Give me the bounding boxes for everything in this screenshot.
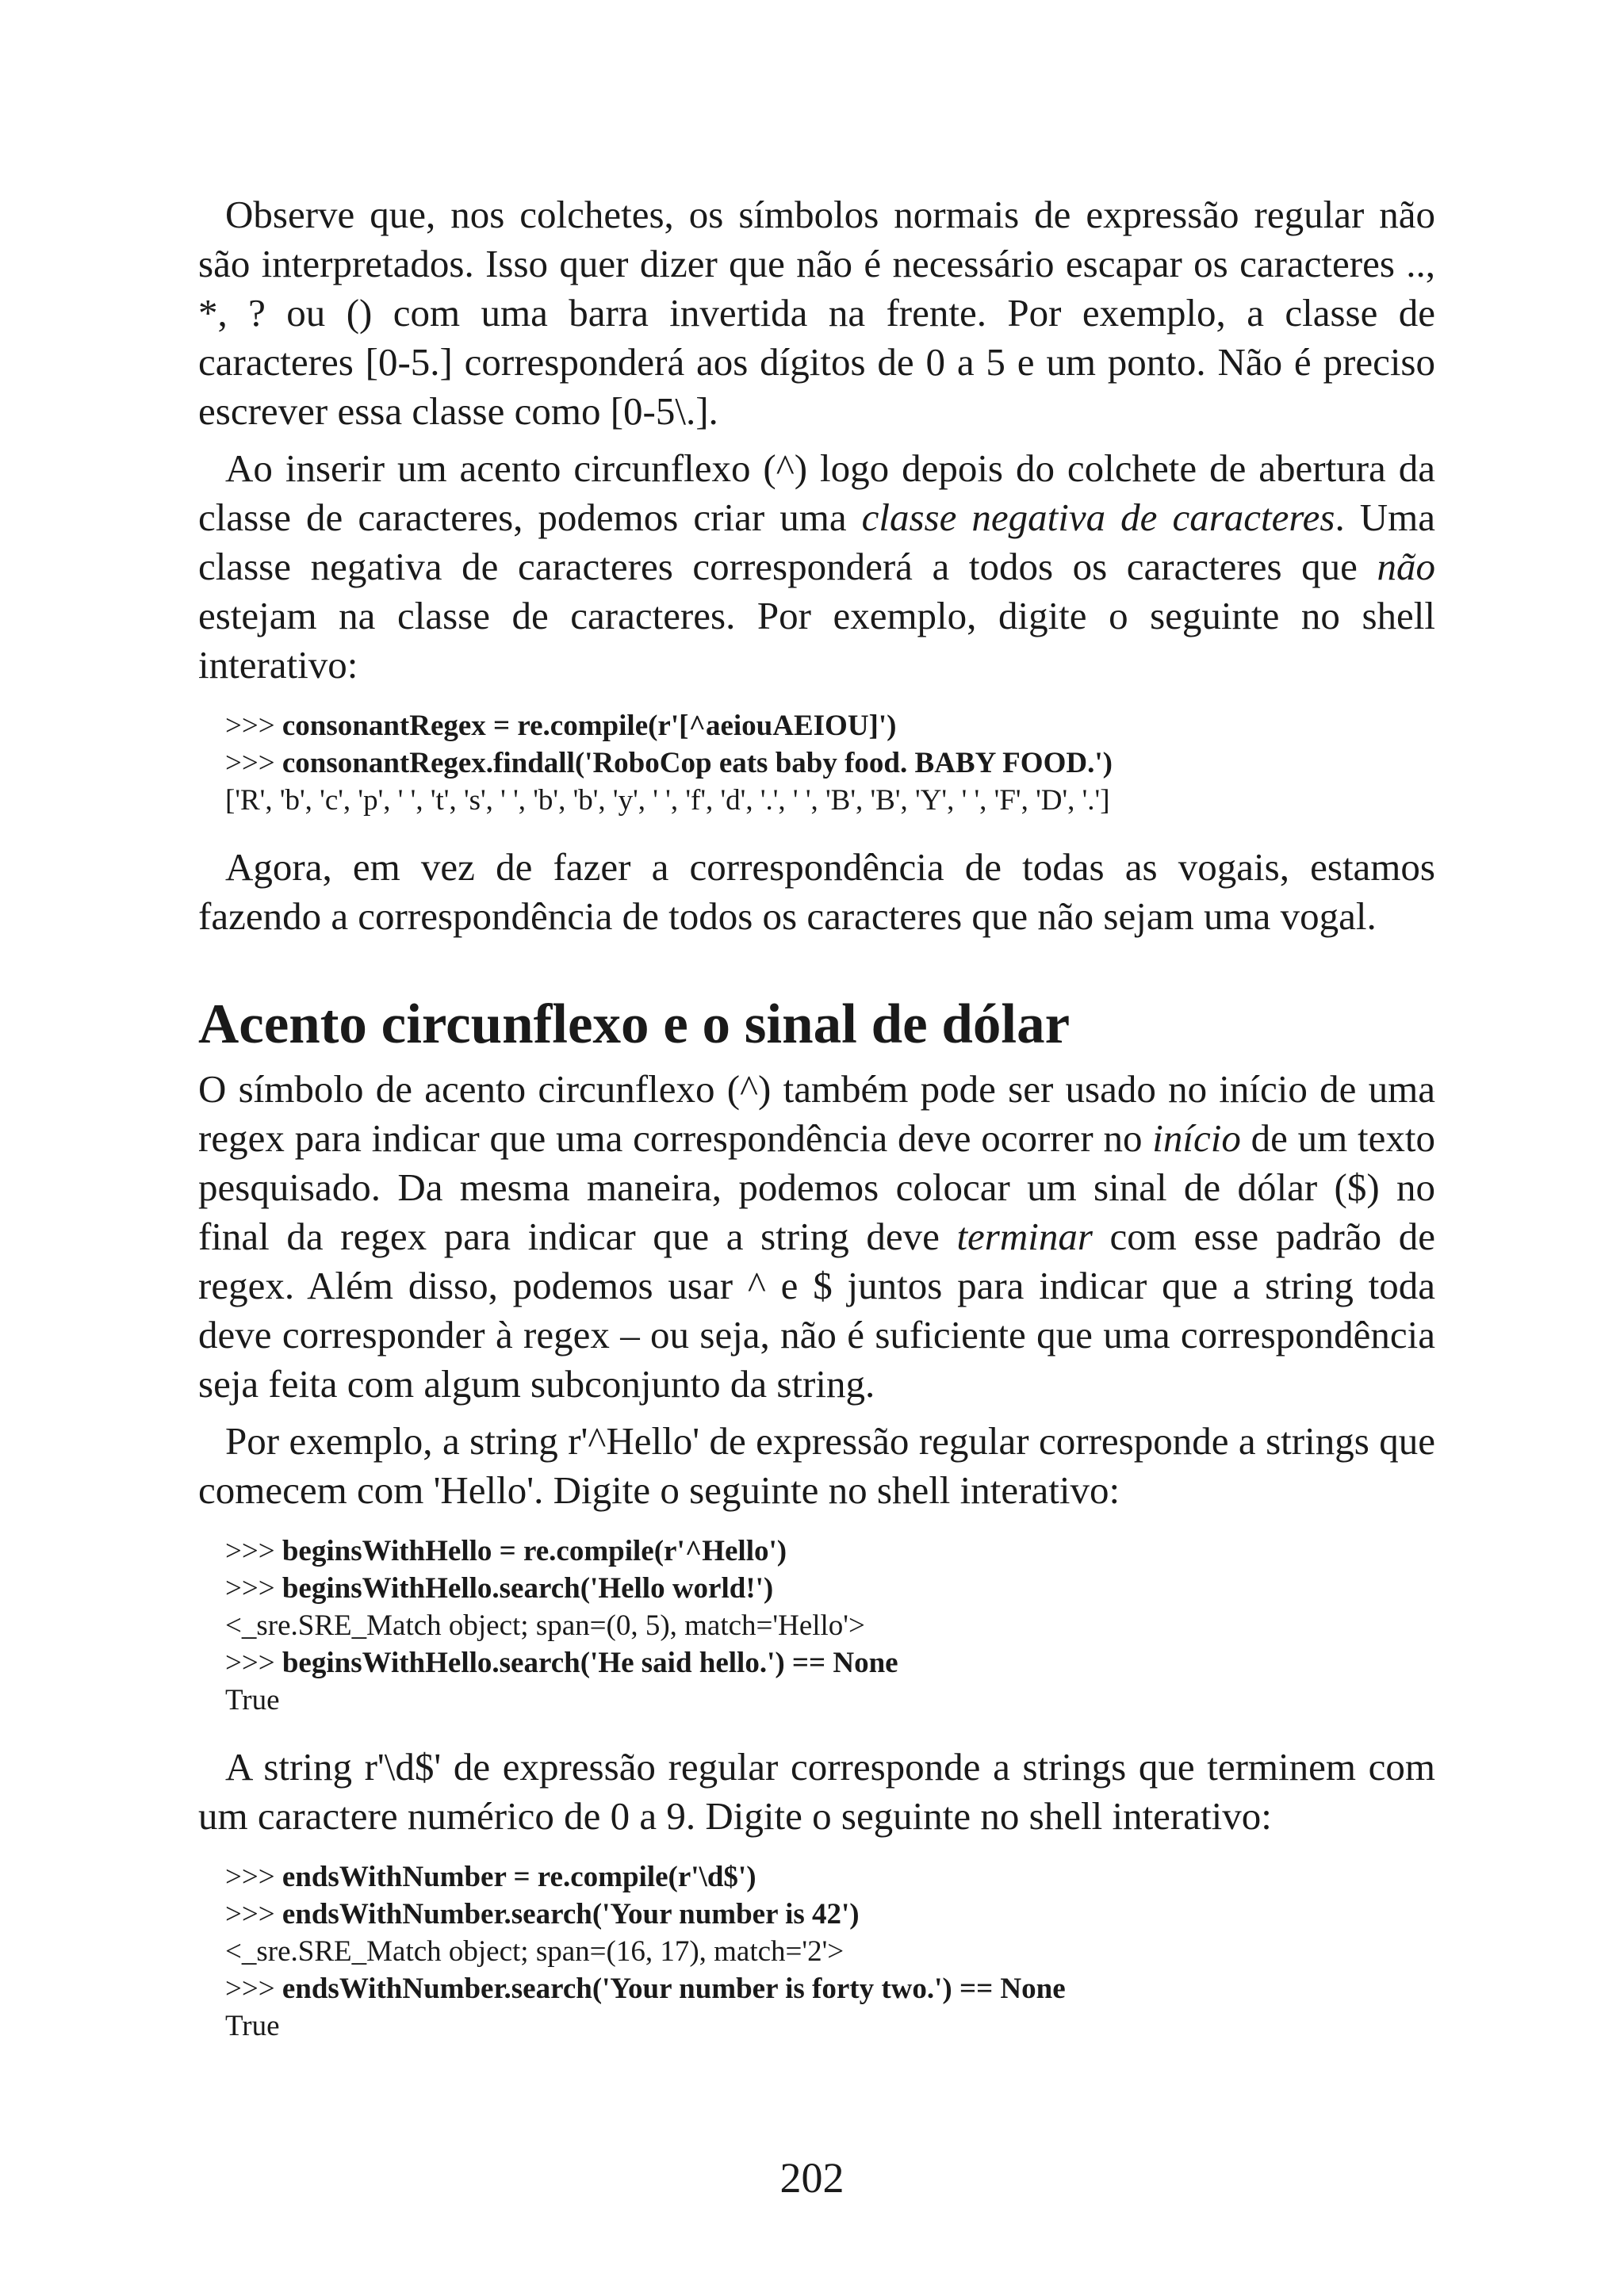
code-output: ['R', 'b', 'c', 'p', ' ', 't', 's', ' ', 'b', 'b', 'y', ' ', 'f', 'd', '.', ' ', 'B', 'B', 'Y', ' ', 'F', 'D', '.'] bbox=[225, 784, 1110, 817]
paragraph-caret-dollar bbox=[198, 1065, 1435, 1409]
code-line bbox=[225, 1858, 1435, 1896]
paragraph-text: com esse padrão de regex. Além disso, podemos usar ^ e $ juntos para indicar que a string toda deve corresponder à regex – ou seja, não é suficiente que uma correspondência seja feita com algum subconjunto da string. bbox=[198, 1215, 1435, 1406]
code-block-ends-with-number bbox=[225, 1858, 1435, 2045]
code-prompt: >>> bbox=[225, 1647, 282, 1679]
code-output: <_sre.SRE_Match object; span=(0, 5), match='Hello'> bbox=[225, 1609, 865, 1642]
paragraph-brackets: Observe que, nos colchetes, os símbolos normais de expressão regular não são interpretados. Isso quer dizer que não é necessário escapar os caracteres .., *, ? ou () com uma barra invertida na frente. Por exemplo, a classe de caracteres [0-5.] corresponderá aos dígitos de 0 a 5 e um ponto. Não é preciso escrever essa classe como [0-5\.]. bbox=[198, 193, 1435, 433]
emphasis-text: terminar bbox=[956, 1215, 1093, 1258]
code-prompt: >>> bbox=[225, 1973, 282, 2005]
code-input: endsWithNumber.search('Your number is 42') bbox=[282, 1898, 860, 1931]
code-output: True bbox=[225, 1684, 280, 1716]
page-number: 202 bbox=[779, 2154, 845, 2202]
code-prompt: >>> bbox=[225, 1898, 282, 1931]
paragraph-text: O símbolo de acento circunflexo (^) também pode ser usado no início de uma regex para indicar que uma correspondência deve ocorrer no bbox=[198, 1067, 1435, 1160]
code-prompt: >>> bbox=[225, 1535, 282, 1567]
emphasis-text: não bbox=[1377, 545, 1435, 588]
code-input: endsWithNumber = re.compile(r'\d$') bbox=[282, 1861, 756, 1893]
code-prompt: >>> bbox=[225, 710, 282, 742]
emphasis-text: classe negativa de caracteres bbox=[861, 496, 1335, 539]
code-line bbox=[225, 1570, 1435, 1607]
code-prompt: >>> bbox=[225, 1572, 282, 1605]
code-output: True bbox=[225, 2010, 280, 2042]
paragraph-text: estejam na classe de caracteres. Por exemplo, digite o seguinte no shell interativo: bbox=[198, 594, 1435, 687]
paragraph-hello-example: Por exemplo, a string r'^Hello' de expressão regular corresponde a strings que comecem com 'Hello'. Digite o seguinte no shell interativo: bbox=[198, 1419, 1435, 1512]
paragraph-text: . Uma classe negativa de caracteres corresponderá a todos os caracteres que bbox=[198, 496, 1436, 588]
code-input: beginsWithHello.search('Hello world!') bbox=[282, 1572, 774, 1605]
code-line bbox=[225, 744, 1435, 782]
section-heading: Acento circunflexo e o sinal de dólar bbox=[198, 993, 1071, 1055]
paragraph-vowels: Agora, em vez de fazer a correspondência de todas as vogais, estamos fazendo a correspondência de todos os caracteres que não sejam uma vogal. bbox=[198, 845, 1435, 938]
paragraph-negative-class bbox=[198, 444, 1435, 690]
code-line bbox=[225, 1644, 1435, 1682]
code-input: beginsWithHello = re.compile(r'^Hello') bbox=[282, 1535, 787, 1567]
paragraph-text: Ao inserir um acento circunflexo (^) logo depois do colchete de abertura da classe de caracteres, podemos criar uma bbox=[198, 446, 1435, 539]
code-input: consonantRegex.findall('RoboCop eats baby food. BABY FOOD.') bbox=[282, 747, 1113, 779]
code-line bbox=[225, 1533, 1435, 1570]
emphasis-text: início bbox=[1152, 1116, 1241, 1160]
code-input: beginsWithHello.search('He said hello.') == None bbox=[282, 1647, 898, 1679]
code-line bbox=[225, 1896, 1435, 1933]
code-input: endsWithNumber.search('Your number is forty two.') == None bbox=[282, 1973, 1066, 2005]
paragraph-text: de um texto pesquisado. Da mesma maneira, podemos colocar um sinal de dólar ($) no final da regex para indicar que a string deve bbox=[198, 1116, 1435, 1258]
page-content bbox=[198, 190, 1435, 2068]
code-block-consonant bbox=[225, 707, 1435, 819]
code-prompt: >>> bbox=[225, 747, 282, 779]
code-block-begins-with-hello bbox=[225, 1533, 1435, 1719]
code-prompt: >>> bbox=[225, 1861, 282, 1893]
code-input: consonantRegex = re.compile(r'[^aeiouAEIOU]') bbox=[282, 710, 897, 742]
code-line bbox=[225, 1970, 1435, 2007]
code-output: <_sre.SRE_Match object; span=(16, 17), match='2'> bbox=[225, 1935, 845, 1968]
code-line bbox=[225, 707, 1435, 744]
paragraph-digit-example: A string r'\d$' de expressão regular corresponde a strings que terminem com um caractere numérico de 0 a 9. Digite o seguinte no shell interativo: bbox=[198, 1745, 1435, 1838]
